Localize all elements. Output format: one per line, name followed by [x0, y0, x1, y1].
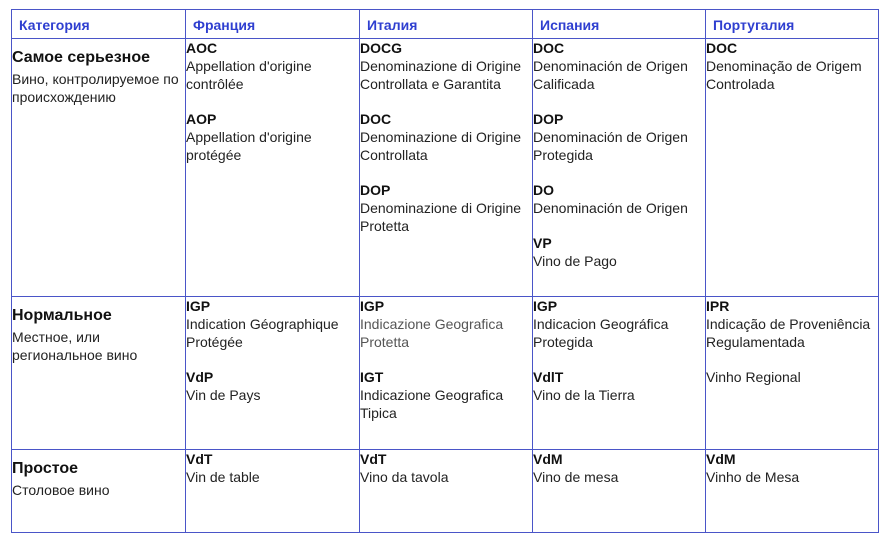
- header-category: Категория: [12, 10, 186, 39]
- header-italy: Италия: [360, 10, 533, 39]
- appellation-name: Vino de la Tierra: [533, 387, 635, 403]
- category-cell: [12, 39, 186, 297]
- category-title: Простое: [12, 460, 79, 477]
- appellation-code: IGP: [360, 298, 385, 314]
- appellation-code: AOP: [186, 111, 217, 127]
- header-portugal: Португалия: [706, 10, 879, 39]
- list-item: [186, 450, 359, 486]
- italy-cell: [360, 450, 533, 533]
- appellation-name: Vino de Pago: [533, 253, 617, 269]
- spain-cell: [533, 297, 706, 450]
- list-item: [186, 368, 359, 404]
- list-item: [360, 39, 532, 93]
- appellation-name: Denominación de Origen Protegida: [533, 129, 688, 163]
- appellation-code: VdP: [186, 369, 214, 385]
- italy-cell: [360, 297, 533, 450]
- appellation-code: VdT: [186, 451, 213, 467]
- category-cell: [12, 450, 186, 533]
- appellation-name: Denominación de Origen: [533, 200, 688, 216]
- list-item: [533, 234, 705, 270]
- france-cell: [186, 39, 360, 297]
- appellation-name: Denominazione di Origine Controllata e Garantita: [360, 58, 522, 92]
- appellation-name: Appellation d'origine protégée: [186, 129, 312, 163]
- appellation-code: DOP: [533, 111, 564, 127]
- portugal-cell: [706, 297, 879, 450]
- appellation-code: AOC: [186, 40, 218, 56]
- appellation-name: Indication Géographique Protégée: [186, 316, 339, 350]
- appellation-code: VdM: [533, 451, 563, 467]
- appellation-name: Vinho Regional: [706, 369, 801, 385]
- list-item: [706, 297, 878, 351]
- category-description: Столовое вино: [12, 482, 110, 498]
- appellation-name: Indicação de Proveniência Regulamentada: [706, 316, 871, 350]
- list-item: [360, 368, 532, 422]
- appellation-name: Vino de mesa: [533, 469, 619, 485]
- appellation-code: DOC: [533, 40, 565, 56]
- appellation-code: DOC: [706, 40, 738, 56]
- list-item: [360, 110, 532, 164]
- spain-cell: [533, 39, 706, 297]
- table-row: [12, 450, 879, 533]
- appellation-code: VdM: [706, 451, 736, 467]
- appellation-name: Denominación de Origen Calificada: [533, 58, 688, 92]
- category-cell: [12, 297, 186, 450]
- appellation-name: Vinho de Mesa: [706, 469, 800, 485]
- portugal-cell: [706, 39, 879, 297]
- list-item: [706, 368, 878, 386]
- list-item: [360, 450, 532, 486]
- list-item: [533, 39, 705, 93]
- appellation-code: VdT: [360, 451, 387, 467]
- list-item: [360, 181, 532, 235]
- france-cell: [186, 297, 360, 450]
- appellation-name: Indicazione Geografica Protetta: [360, 316, 504, 350]
- appellation-code: DOC: [360, 111, 392, 127]
- appellation-code: VP: [533, 235, 552, 251]
- list-item: [360, 297, 532, 351]
- list-item: [533, 450, 705, 486]
- category-description: Вино, контролируемое по происхождению: [12, 71, 179, 105]
- header-row: [12, 10, 879, 39]
- list-item: [186, 39, 359, 93]
- list-item: [186, 110, 359, 164]
- header-france: Франция: [186, 10, 360, 39]
- header-spain: Испания: [533, 10, 706, 39]
- appellation-code: VdlT: [533, 369, 564, 385]
- appellation-code: DOCG: [360, 40, 402, 56]
- appellation-code: IGT: [360, 369, 384, 385]
- appellation-code: DOP: [360, 182, 391, 198]
- portugal-cell: [706, 450, 879, 533]
- spain-cell: [533, 450, 706, 533]
- wine-classification-table: [11, 9, 879, 533]
- appellation-name: Denominazione di Origine Controllata: [360, 129, 522, 163]
- appellation-name: Appellation d'origine contrôlée: [186, 58, 312, 92]
- list-item: [706, 450, 878, 486]
- category-title: Самое серьезное: [12, 49, 150, 66]
- table-row: [12, 297, 879, 450]
- table-row: [12, 39, 879, 297]
- italy-cell: [360, 39, 533, 297]
- list-item: [533, 181, 705, 217]
- appellation-name: Denominazione di Origine Protetta: [360, 200, 522, 234]
- appellation-code: IPR: [706, 298, 730, 314]
- list-item: [533, 368, 705, 404]
- list-item: [706, 39, 878, 93]
- appellation-code: IGP: [533, 298, 558, 314]
- category-title: Нормальное: [12, 307, 112, 324]
- appellation-code: DO: [533, 182, 554, 198]
- appellation-name: Vino da tavola: [360, 469, 449, 485]
- list-item: [186, 297, 359, 351]
- appellation-name: Vin de Pays: [186, 387, 261, 403]
- list-item: [533, 297, 705, 351]
- appellation-name: Indicacion Geográfica Protegida: [533, 316, 669, 350]
- appellation-name: Denominação de Origem Controlada: [706, 58, 862, 92]
- appellation-name: Indicazione Geografica Tipica: [360, 387, 504, 421]
- category-description: Местное, или региональное вино: [12, 329, 138, 363]
- appellation-name: Vin de table: [186, 469, 260, 485]
- france-cell: [186, 450, 360, 533]
- list-item: [533, 110, 705, 164]
- appellation-code: IGP: [186, 298, 211, 314]
